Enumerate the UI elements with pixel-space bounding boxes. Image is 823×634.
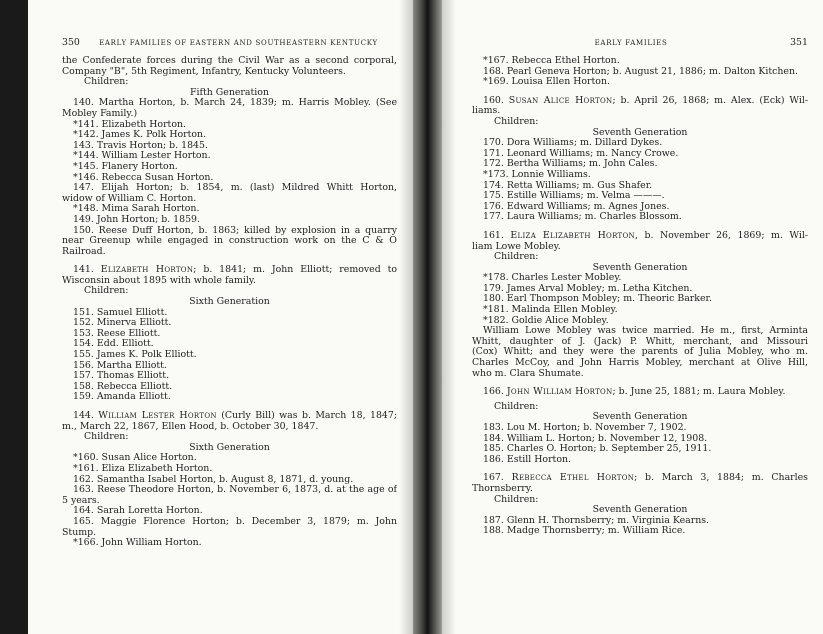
entry-line: 170. Dora Williams; m. Dillard Dykes. [483,138,663,149]
entry-number: 161. [483,230,504,241]
entry-number: 167. [483,473,504,484]
entry-line: 150. Reese Duff Horton, b. 1863; killed by explosion in a quarry [73,225,397,236]
children-label: Children: [84,286,129,297]
entry-line: widow of William C. Horton. [62,193,197,204]
page-number: 351 [790,37,808,48]
text-line: liams. [472,106,501,117]
entry-text: (Curly Bill) was b. March 18, 1847; [216,411,397,421]
person-paragraph-141 [62,265,397,276]
entry-line: 163. Reese Theodore Horton, b. November 6, 1873, d. at the age of [73,485,397,496]
entry-line: 158. Rebecca Elliott. [73,381,173,392]
person-name: Elizabeth Horton [100,265,194,276]
entry-line: *145. Flanery Horton. [73,161,178,172]
entry-text: ; b. March 3, 1884; m. Charles [634,473,808,484]
person-paragraph-166 [472,387,808,398]
entry-line: *161. Eliza Elizabeth Horton. [73,463,213,474]
entry-line: 147. Elijah Horton; b. 1854, m. (last) Mildred Whitt Horton, [73,183,397,194]
text-line: Company "B", 5th Regiment, Infantry, Kentucky Volunteers. [62,66,346,77]
right-page-header [472,38,808,50]
generation-heading: Seventh Generation [592,412,688,423]
generation-heading: Seventh Generation [592,127,688,138]
entry-line: 159. Amanda Elliott. [73,392,171,403]
book-gutter [413,0,442,634]
right-page [442,0,823,634]
person-name: William Lester Horton [98,411,217,421]
entry-line: 152. Minerva Elliott. [73,318,172,329]
entry-line: *144. William Lester Horton. [73,151,211,162]
entry-line: 174. Retta Williams; m. Gus Shafer. [483,180,653,191]
entry-line: *141. Elizabeth Horton. [73,119,186,130]
page-shadow [399,0,413,634]
entry-line: near Greenup while engaged in construction work on the C & O [62,236,397,247]
entry-line: 155. James K. Polk Elliott. [73,350,197,361]
person-paragraph-160 [472,96,808,107]
entry-line: 187. Glenn H. Thornsberry; m. Virginia Kearns. [483,515,710,526]
paragraph-line: Charles McCoy, and John Harris Mobley, merchant at Olive Hill, [472,358,808,369]
entry-line: 149. John Horton; b. 1859. [73,214,201,225]
paragraph-line: Whitt, daughter of J. (Jack) P. Whitt, merchant, and Missouri [472,336,808,347]
paragraph-line: (Cox) Whitt; and they were the parents of Julia Mobley, who m. [472,347,808,358]
paragraph-line: who m. Clara Shumate. [472,368,584,379]
text-line: m., March 22, 1867, Ellen Hood, b. October 30, 1847. [62,421,319,432]
entry-line: *169. Louisa Ellen Horton. [483,77,610,88]
entry-line: *181. Malinda Ellen Mobley. [483,305,618,316]
entry-line: *160. Susan Alice Horton. [73,453,197,464]
entry-line: *173. Lonnie Williams. [483,169,591,180]
entry-line: Stump. [62,527,97,538]
person-name: John William Horton [506,387,613,398]
generation-heading: Sixth Generation [189,297,270,308]
entry-number: 141. [73,265,94,276]
entry-line: *178. Charles Lester Mobley. [483,273,622,284]
entry-line: Railroad. [62,246,106,257]
entry-line: 140. Martha Horton, b. March 24, 1839; m. Harris Mobley. (See [73,98,397,109]
text-line: the Confederate forces during the Civil War as a second corporal, [62,56,397,66]
entry-number: 160. [483,95,504,106]
text-line: Thornsberry. [472,483,533,494]
person-paragraph-167 [472,473,808,484]
entry-line: 171. Leonard Williams; m. Nancy Crowe. [483,148,679,159]
entry-line: *167. Rebecca Ethel Horton. [483,56,620,66]
running-head: EARLY FAMILIES [594,39,668,47]
children-label: Children: [84,432,129,443]
entry-line: 172. Bertha Williams; m. John Cales. [483,159,658,170]
entry-line: *148. Mima Sarah Horton. [73,204,200,215]
entry-line: *146. Rebecca Susan Horton. [73,172,214,183]
paragraph-line: William Lowe Mobley was twice married. He m., first, Arminta [483,326,808,337]
entry-text: , b. November 26, 1869; m. Wil- [634,230,808,241]
entry-line: 186. Estill Horton. [483,454,571,465]
entry-line: 153. Reese Elliott. [73,328,161,339]
entry-line: 180. Earl Thompson Mobley; m. Theoric Barker. [483,294,712,305]
entry-number: 144. [73,411,94,421]
entry-line: 183. Lou M. Horton; b. November 7, 1902. [483,423,687,433]
entry-line: *142. James K. Polk Horton. [73,130,207,141]
entry-text: ; b. 1841; m. John Elliott; removed to [193,265,397,276]
page-number: 350 [62,37,80,48]
entry-line: 177. Laura Williams; m. Charles Blossom. [483,212,682,223]
entry-line: 164. Sarah Loretta Horton. [73,506,203,517]
person-name: Eliza Elizabeth Horton [510,230,635,241]
children-label: Children: [494,494,539,505]
entry-line: 162. Samantha Isabel Horton, b. August 8, 1871, d. young. [73,474,354,485]
entry-number: 166. [483,387,504,398]
children-label: Children: [494,116,539,127]
person-paragraph-144 [62,411,397,422]
generation-heading: Seventh Generation [592,262,688,273]
entry-text: ; b. June 25, 1881; m. Laura Mobley. [612,387,786,398]
entry-line: 176. Edward Williams; m. Agnes Jones. [483,201,670,212]
entry-line: 185. Charles O. Horton; b. September 25, 1911. [483,444,712,455]
entry-line: 179. James Arval Mobley; m. Letha Kitchen. [483,283,693,294]
children-label: Children: [494,401,539,412]
entry-line: 157. Thomas Elliott. [73,371,170,382]
running-head: EARLY FAMILIES OF EASTERN AND SOUTHEASTERN KENTUCKY [99,39,378,47]
entry-line: *182. Goldie Alice Mobley. [483,315,609,326]
entry-line: 143. Travis Horton; b. 1845. [73,140,208,151]
person-name: Susan Alice Horton [508,95,613,106]
entry-line: 184. William L. Horton; b. November 12, 1908. [483,433,708,444]
children-label: Children: [494,252,539,263]
children-label: Children: [84,77,129,88]
generation-heading: Seventh Generation [592,505,688,516]
entry-line: 5 years. [62,495,100,506]
person-name: Rebecca Ethel Horton [511,473,635,484]
entry-line: 151. Samuel Elliott. [73,307,168,318]
entry-line: 175. Estille Williams; m. Velma ———. [483,191,665,202]
left-page [28,0,413,634]
entry-line: 168. Pearl Geneva Horton; b. August 21, 1886; m. Dalton Kitchen. [483,66,798,77]
entry-line: Mobley Family.) [62,108,138,119]
entry-text: ; b. April 26, 1868; m. Alex. (Eck) Wil- [612,95,808,106]
entry-line: 154. Edd. Elliott. [73,339,154,350]
left-page-header [62,38,397,50]
generation-heading: Fifth Generation [190,87,269,98]
person-paragraph-161 [472,231,808,242]
right-page-content [472,38,808,537]
text-line: Wisconsin about 1895 with whole family. [62,275,256,286]
entry-line: 188. Madge Thornsberry; m. William Rice. [483,526,686,537]
entry-line: *166. John William Horton. [73,538,202,549]
page-shadow [442,0,456,634]
entry-line: 156. Martha Elliott. [73,360,167,371]
generation-heading: Sixth Generation [189,442,270,453]
left-page-content [62,38,397,549]
text-line: liam Lowe Mobley. [472,241,561,252]
entry-line: 165. Maggie Florence Horton; b. December 3, 1879; m. John [73,516,397,527]
